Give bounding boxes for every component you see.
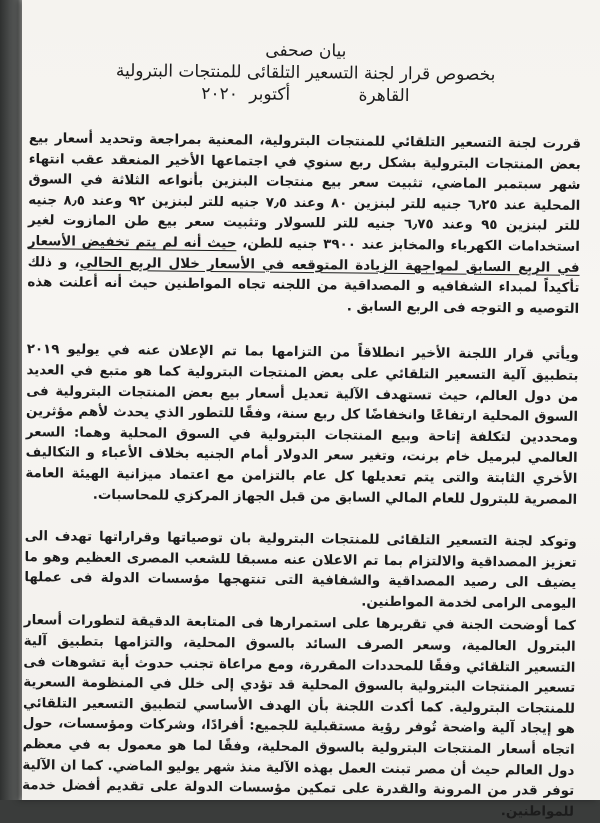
- document-dateline: [29, 81, 581, 109]
- paragraph-4: كما أوضحت الجنة في تقريرها على استمرارها فى المتابعة الدقيقة لتطورات أسعار البترول العالمية، وسعر الصرف السائد بالسوق المحلية، والتزامها بتطبيق آلية التسعير التلقائي وفقًا للمحددات المقررة، ومع مراعاة تجنب حدوث أية تشوهات فى تسعير المنتجات البترولية بالسوق المحلية قد تؤدي إلى خلل في المنظومة السعرية للمنتجات البترولية. كما أكدت اللجنة بأن الهدف الأساسي لتطبيق التسعير التلقائي هو إيجاد آلية واضحة تُوفر رؤية مستقبلية للجميع: أفرادًا، وشركات ومؤسسات، حول اتجاه أسعار المنتجات البترولية بالسوق المحلية، وفقًا لما هو معمول به في معظم دول العالم حيث أن مصر تبنت العمل بهذه الآلية منذ شهر يوليو الماضي. كما ان الآلية توفر قدر من المرونة والقدرة على تمكين مؤسسات الدولة على تقديم أفضل خدمة للمواطنين.: [22, 613, 576, 820]
- document-location: القاهرة: [358, 85, 410, 107]
- paragraph-3: وتوكد لجنة التسعير التلقائى للمنتجات البترولية بان توصياتها وقراراتها تهدف الى تعزيز المصداقية والالتزام بما تم الاعلان عنه مسبقا للشعب المصرى العظيم وهو ما يضيف الى رصيد المصداقية والشفافية التى تنتهجها مؤسسات الدولة فى عملها اليومى الرامى لخدمة المواطنين.: [24, 529, 577, 612]
- paragraph-2: ويأتي قرار اللجنة الأخير انطلاقاً من التزامها بما تم الإعلان عنه في يوليو ٢٠١٩ بتطبيق آلية التسعير التلقائي على بعض المنتجات البترولية كما هو متبع في العديد من دول العالم، حيث تستهدف الآلية تعديل أسعار بيع بعض المنتجات البترولية فى السوق المحلية ارتفاعًا وانخفاضًا كل ربع سنة، وفقًا للتطور الذي يحدث لأهم مؤثرين ومحددين لتكلفة إتاحة وبيع المنتجات البترولية في السوق المحلية وهما: السعر العالمي لبرميل خام برنت، وتغير سعر الدولار أمام الجنيه بخلاف الأعباء و التكاليف الأخري الثابتة والتى يتم تعديلها كل عام بالتزامن مع اعتماد ميزانية الهيئة العامة المصرية للبترول للعام المالي السابق من قبل الجهاز المركزي للمحاسبات.: [25, 342, 579, 508]
- paragraph-1-underlined: حيث أنه لم يتم تخفيض الأسعار في الربع السابق لمواجهة الزيادة المتوقعه في الأسعار خلال الربع الحالي: [27, 234, 580, 276]
- paragraph-1: [27, 129, 581, 320]
- paragraph-1-main: قررت لجنة التسعير التلقائي للمنتجات البترولية، المعنية بمراجعة وتحديد أسعار بيع بعض المنتجات البترولية بشكل ربع سنوي في اجتماعها الأخير المنعقد عقب انتهاء شهر سبتمبر الماضي، تثبيت سعر بيع منتجات البنزين بأنواعه الثلاثة في السوق المحلية عند ٦٫٢٥ جنيه للتر لبنزين ٨٠ وعند ٧٫٥ جنيه للتر لبنزين ٩٢ وعند ٨٫٥ جنيه للتر لبنزين ٩٥ وعند ٦٫٧٥ جنيه للتر للسولار وتثبيت سعر بيع طن المازوت لغير استخدامات الكهرباء والمخابز عند ٣٩٠٠ جنيه للطن،: [28, 131, 582, 255]
- document-title: بيان صحفى: [265, 40, 347, 62]
- document-subtitle: بخصوص قرار لجنة التسعير التلقائى للمنتجات البترولية: [115, 61, 496, 85]
- paragraph-1-end: ، و ذلك تأكيداً لمبداء الشفافيه و المصداقية من اللجنه تجاه المواطنين حيث أنه أعلنت هذه التوصيه و التوجه فى الربع السابق .: [27, 254, 580, 317]
- press-release-document: [22, 37, 582, 823]
- document-date: أكتوبر ٢٠٢٠: [201, 83, 291, 105]
- document-header: [29, 37, 582, 109]
